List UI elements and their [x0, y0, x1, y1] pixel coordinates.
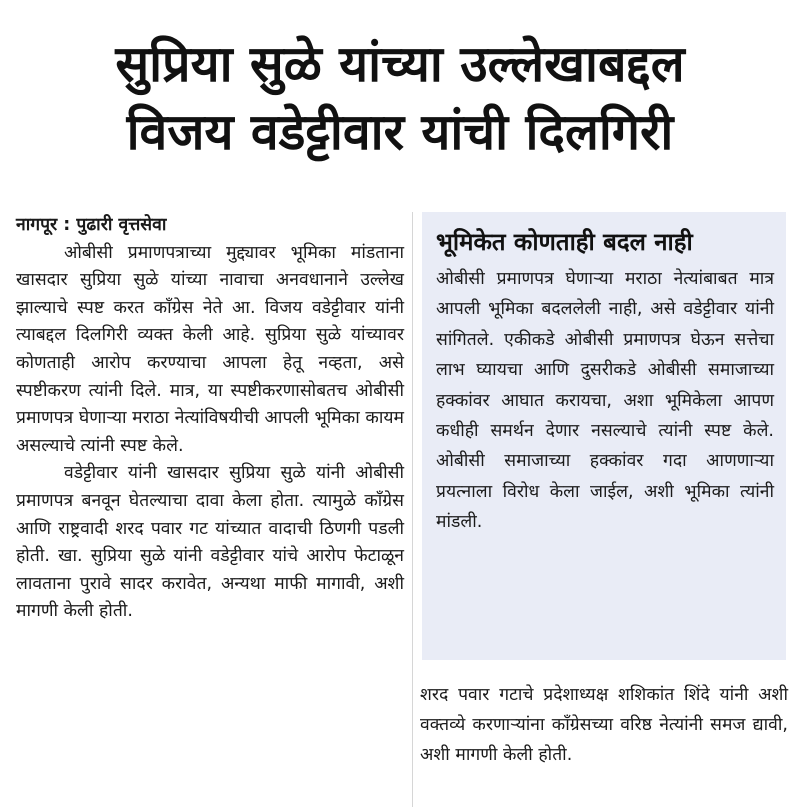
sidebar-title: भूमिकेत कोणताही बदल नाही [436, 228, 693, 256]
article-paragraph-2: वडेट्टीवार यांनी खासदार सुप्रिया सुळे यांनी ओबीसी प्रमाणपत्र बनवून घेतल्याचा दावा केला होता. त्यामुळे काँग्रेस आणि राष्ट्रवादी शरद पवार गट यांच्यात वादाची ठिणगी पडली होती. खा. सुप्रिया सुळे यांनी वडेट्टीवार यांचे आरोप फेटाळून लावताना पुरावे सादर करावेत, अन्यथा माफी मागावी, अशी मागणी केली होती. [16, 463, 404, 622]
article-body [16, 212, 404, 626]
sidebar-box [422, 212, 786, 660]
dateline: नागपूर : पुढारी वृत्तसेवा [16, 215, 167, 235]
sidebar-text: ओबीसी प्रमाणपत्र घेणाऱ्या मराठा नेत्यांबाबत मात्र आपली भूमिका बदललेली नाही, असे वडेट्टीवार यांनी सांगितले. एकीकडे ओबीसी प्रमाणपत्र घेऊन सत्तेचा लाभ घ्यायचा आणि दुसरीकडे ओबीसी समाजाच्या हक्कांवर आघात करायचा, अशा भूमिकेला आपण कधीही समर्थन देणार नसल्याचे त्यांनी स्पष्ट केले. ओबीसी समाजाच्या हक्कांवर गदा आणणाऱ्या प्रयत्नाला विरोध केला जाईल, अशी भूमिका त्यांनी मांडली. [436, 269, 774, 533]
closing-paragraph: शरद पवार गटाचे प्रदेशाध्यक्ष शशिकांत शिंदे यांनी अशी वक्तव्ये करणाऱ्यांना काँग्रेसच्या वरिष्ठ नेत्यांनी समज द्यावी, अशी मागणी केली होती. [420, 685, 788, 765]
article-paragraph-1: ओबीसी प्रमाणपत्राच्या मुद्द्यावर भूमिका मांडताना खासदार सुप्रिया सुळे यांच्या नावाचा अनवधानाने उल्लेख झाल्याचे स्पष्ट करत काँग्रेस नेते आ. विजय वडेट्टीवार यांनी त्याबद्दल दिलगिरी व्यक्त केली आहे. सुप्रिया सुळे यांच्यावर कोणताही आरोप करण्याचा आपला हेतू नव्हता, असे स्पष्टीकरण त्यांनी दिले. मात्र, या स्पष्टीकरणासोबतच ओबीसी प्रमाणपत्र घेणाऱ्या मराठा नेत्यांविषयीची आपली भूमिका कायम असल्याचे त्यांनी स्पष्ट केले. [16, 242, 404, 456]
column-divider [412, 212, 413, 807]
headline [0, 30, 800, 166]
headline-line-1: सुप्रिया सुळे यांच्या उल्लेखाबद्दल [115, 35, 685, 93]
headline-line-2: विजय वडेट्टीवार यांची दिलगिरी [126, 103, 674, 161]
